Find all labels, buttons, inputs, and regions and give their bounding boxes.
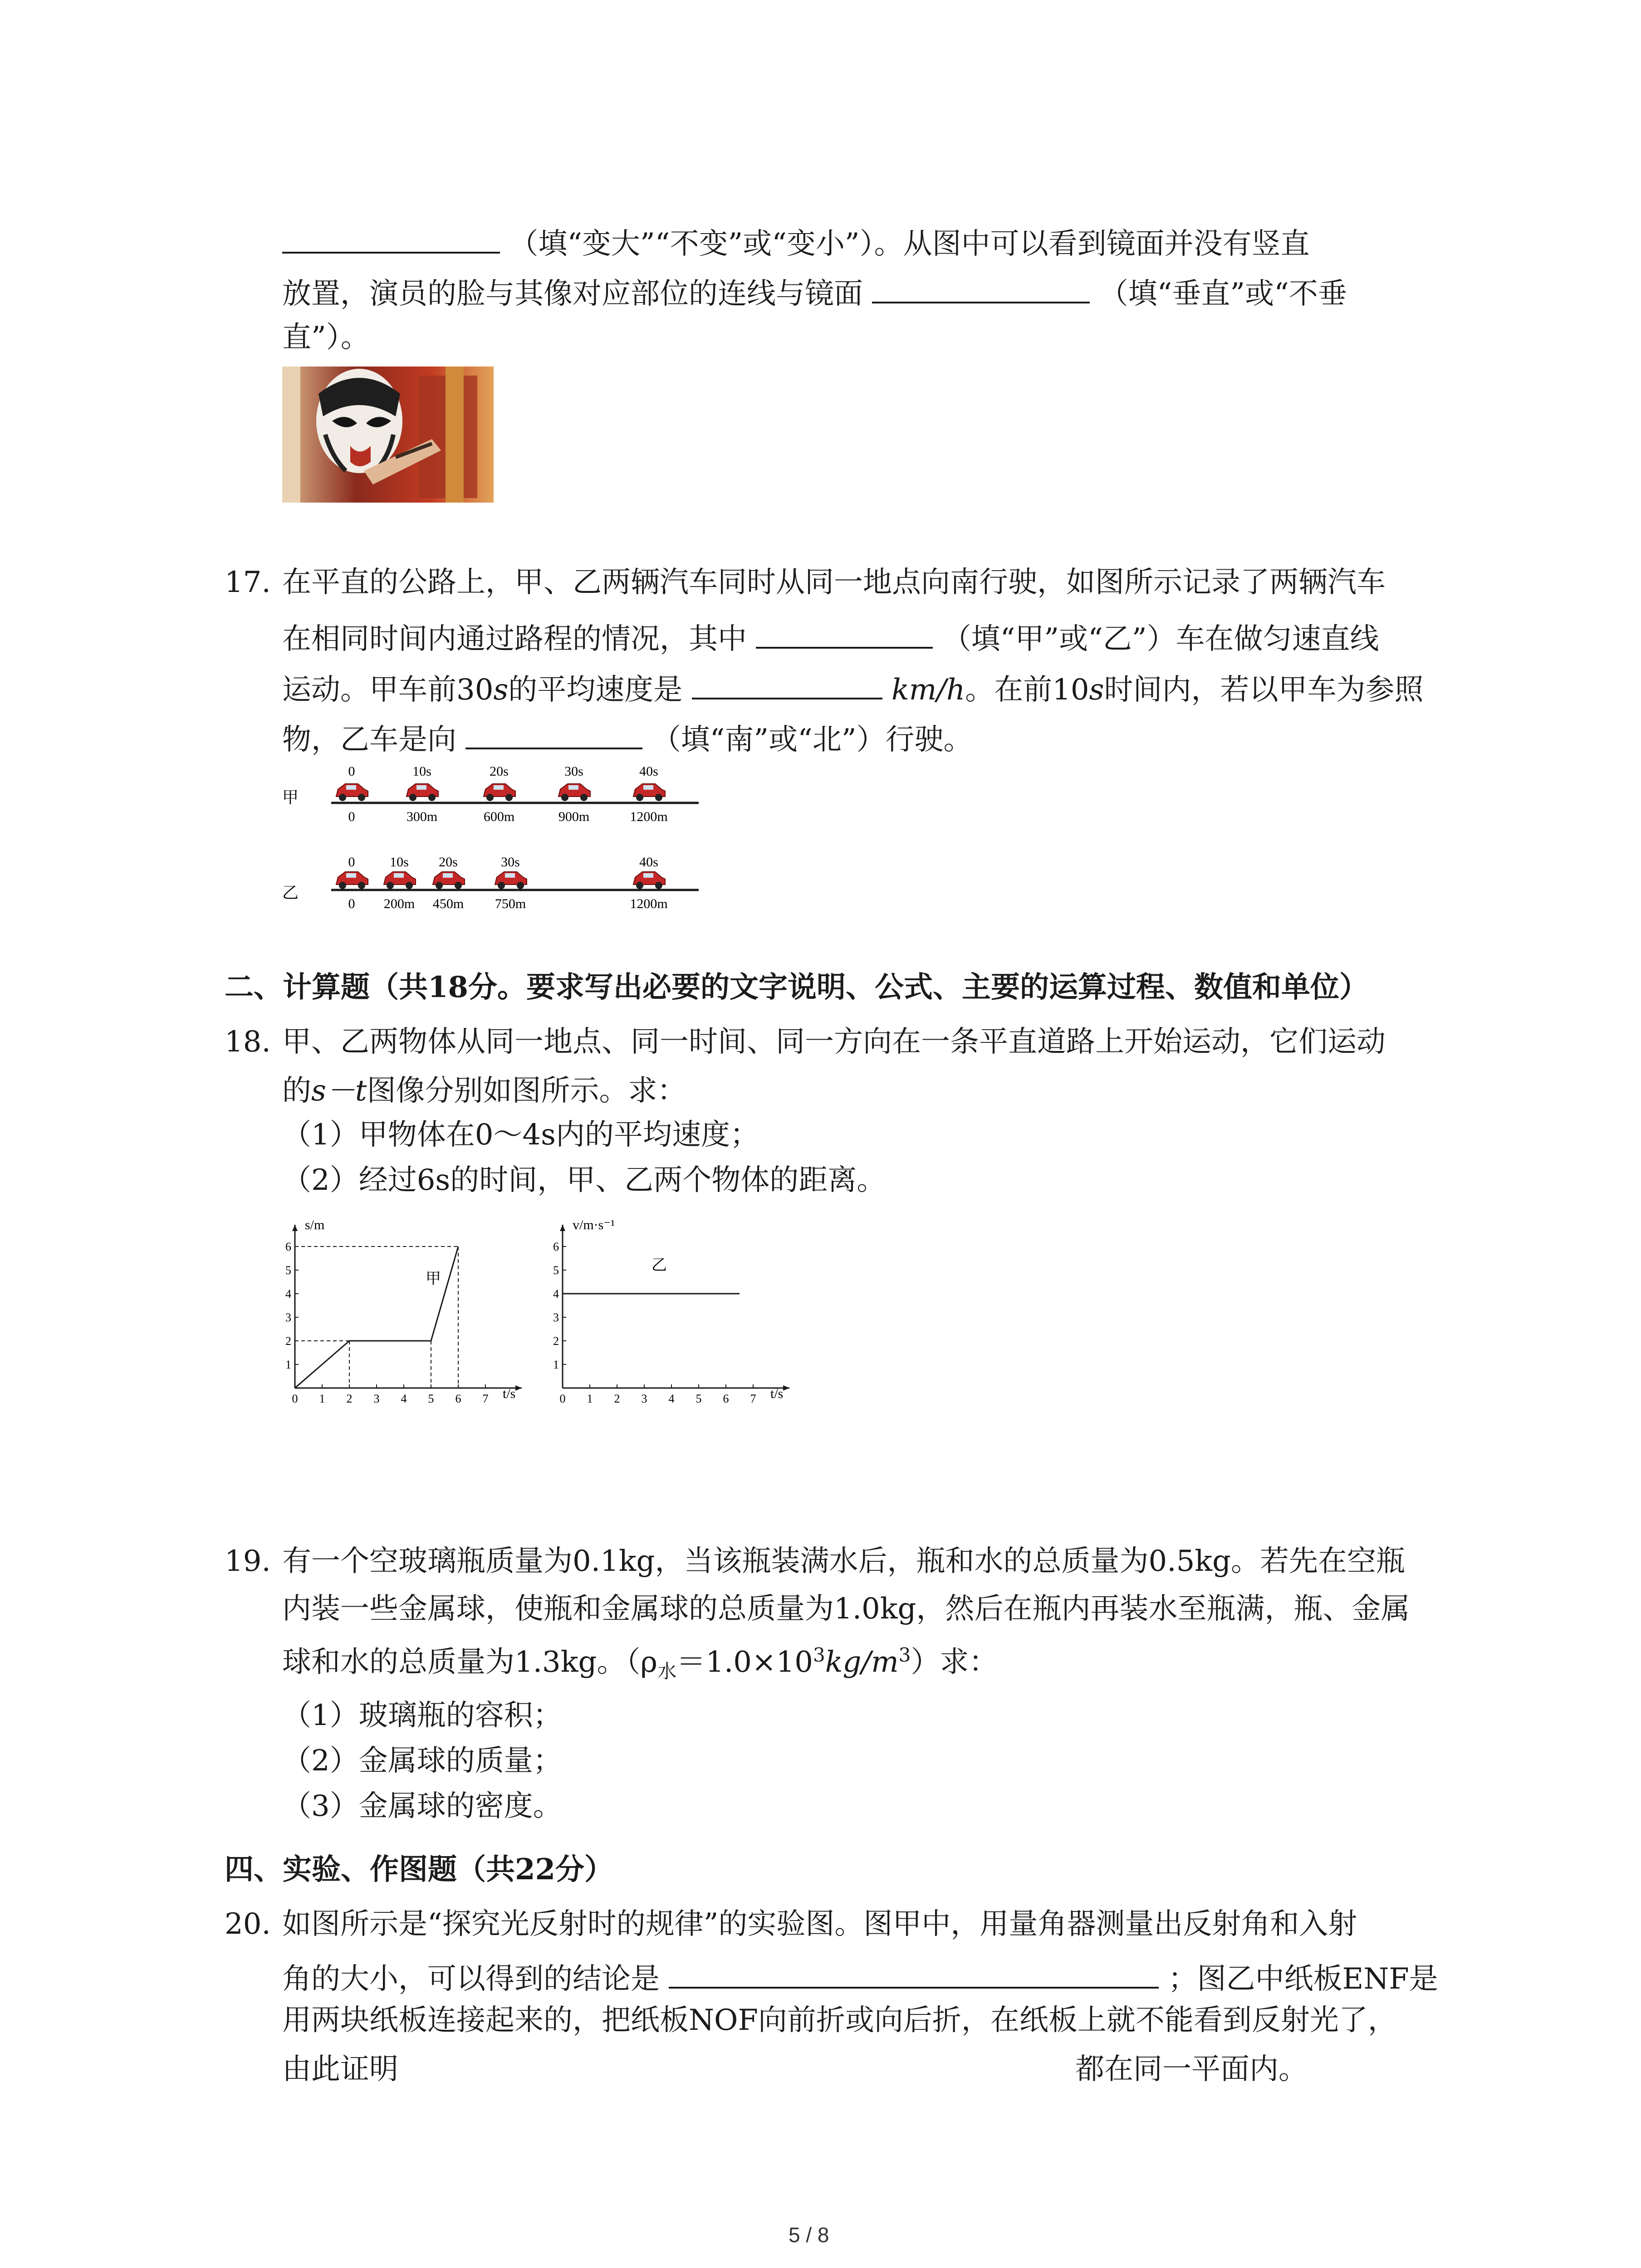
car-a-label: 甲 (282, 788, 299, 807)
q18-line2: 的s－t图像分别如图所示。求： (282, 1074, 686, 1108)
graph-left-ylabel: s/m (305, 1217, 325, 1232)
q16-line1: （填“变大”“不变”或“变小”）。从图中可以看到镜面并没有竖直 (282, 225, 1310, 259)
x-tick-label: 2 (346, 1392, 353, 1405)
q20-line2: 角的大小，可以得到的结论是 ；图乙中纸板ENF是 (282, 1960, 1438, 1994)
graph-right-xlabel: t/s (770, 1386, 784, 1401)
q19-sub2: （2）金属球的质量； (282, 1744, 562, 1778)
x-tick-label: 1 (319, 1392, 325, 1405)
car-b-time-label: 30s (501, 855, 520, 870)
car-a-icon (484, 784, 515, 801)
q17-number: 17. (225, 566, 271, 599)
graph-right-series-label: 乙 (652, 1257, 667, 1274)
y-tick-label: 4 (285, 1287, 291, 1300)
q17-line2: 在相同时间内通过路程的情况，其中 （填“甲”或“乙”）车在做匀速直线 (282, 620, 1379, 654)
q18-sub2: （2）经过6s的时间，甲、乙两个物体的距离。 (282, 1163, 886, 1197)
car-b-time-label: 20s (439, 855, 458, 870)
q17-blank-2[interactable] (692, 670, 882, 699)
car-b-dist-label: 200m (383, 896, 415, 911)
q16-line3: 直”）。 (282, 321, 370, 354)
y-tick-label: 5 (553, 1264, 559, 1277)
x-tick-label: 1 (587, 1392, 593, 1405)
q18-line1: 甲、乙两物体从同一地点、同一时间、同一方向在一条平直道路上开始运动，它们运动 (282, 1025, 1386, 1059)
car-b-time-label: 40s (639, 855, 658, 870)
car-a-time-label: 20s (490, 764, 509, 779)
y-tick-label: 6 (285, 1240, 291, 1253)
y-tick-label: 1 (553, 1358, 559, 1371)
q18-number: 18. (225, 1025, 271, 1059)
car-a-time-label: 0 (348, 764, 355, 779)
q17-blank-3[interactable] (465, 720, 642, 749)
car-b-label: 乙 (282, 884, 299, 902)
q20-line3: 用两块纸板连接起来的，把纸板NOF向前折或向后折，在纸板上就不能看到反射光了， (282, 2004, 1397, 2037)
y-tick-label: 5 (285, 1264, 291, 1277)
q19-line1: 有一个空玻璃瓶质量为0.1kg，当该瓶装满水后，瓶和水的总质量为0.5kg。若先在空瓶 (282, 1545, 1406, 1578)
q20-line4-suffix: 都在同一平面内。 (1075, 2053, 1308, 2086)
car-b-icon (633, 872, 665, 889)
car-a-dist-label: 0 (348, 809, 355, 824)
q18-sub1: （1）甲物体在0～4s内的平均速度； (282, 1118, 759, 1152)
y-tick-label: 2 (553, 1334, 559, 1348)
car-b-dist-label: 450m (432, 896, 464, 911)
car-a-dist-label: 1200m (630, 809, 668, 824)
graph-left-st (281, 1211, 535, 1411)
car-b-time-label: 10s (390, 855, 409, 870)
car-a-time-label: 10s (412, 764, 431, 779)
car-b-dist-label: 0 (348, 896, 355, 911)
q17-line4: 物，乙车是向 （填“南”或“北”）行驶。 (282, 720, 973, 754)
car-a-dist-label: 900m (558, 809, 590, 824)
x-tick-label: 4 (401, 1392, 407, 1405)
x-tick-label: 6 (455, 1392, 461, 1405)
series-jia-line (295, 1246, 458, 1388)
section2-heading: 二、计算题（共18分。要求写出必要的文字说明、公式、主要的运算过程、数值和单位） (225, 970, 1369, 1004)
graph-left-series-label: 甲 (426, 1271, 441, 1287)
q19-line2: 内装一些金属球，使瓶和金属球的总质量为1.0kg，然后在瓶内再装水至瓶满，瓶、金属 (282, 1592, 1410, 1626)
actor-mirror-photo (282, 367, 494, 503)
q16-blank-1[interactable] (282, 225, 500, 254)
car-b-icon (495, 872, 527, 889)
x-tick-label: 3 (373, 1392, 380, 1405)
x-tick-label: 2 (614, 1392, 620, 1405)
x-tick-label: 3 (641, 1392, 647, 1405)
graph-left-xlabel: t/s (503, 1386, 516, 1401)
q20-number: 20. (225, 1907, 271, 1941)
q16-blank-2[interactable] (872, 274, 1090, 303)
car-a-icon (336, 784, 368, 801)
car-b-dist-label: 750m (495, 896, 526, 911)
q20-blank-1[interactable] (669, 1960, 1159, 1989)
graph-right-vt (549, 1211, 803, 1411)
car-a-time-label: 30s (564, 764, 583, 779)
q17-line1: 在平直的公路上，甲、乙两辆汽车同时从同一地点向南行驶，如图所示记录了两辆汽车 (282, 566, 1386, 599)
x-tick-label: 7 (750, 1392, 756, 1405)
y-tick-label: 4 (553, 1287, 559, 1300)
q20-line1: 如图所示是“探究光反射时的规律”的实验图。图甲中，用量角器测量出反射角和入射 (282, 1907, 1357, 1941)
q19-sub3: （3）金属球的密度。 (282, 1789, 562, 1823)
car-b-dist-label: 1200m (630, 896, 668, 911)
q17-blank-1[interactable] (756, 620, 933, 649)
x-tick-label: 5 (428, 1392, 434, 1405)
car-b-time-label: 0 (348, 855, 355, 870)
q20-line4-prefix: 由此证明 (282, 2053, 398, 2086)
q20-blank-2[interactable] (408, 2055, 1071, 2084)
car-b-icon (336, 872, 368, 889)
q17-line3: 运动。甲车前30s的平均速度是 km/h。在前10s时间内，若以甲车为参照 (282, 670, 1424, 704)
q19-number: 19. (225, 1545, 271, 1578)
page-number: 5 / 8 (789, 2223, 829, 2247)
section4-heading: 四、实验、作图题（共22分） (225, 1853, 614, 1887)
q19-sub1: （1）玻璃瓶的容积； (282, 1699, 562, 1732)
car-a-icon (558, 784, 590, 801)
y-tick-label: 2 (285, 1334, 291, 1348)
x-tick-label: 7 (482, 1392, 489, 1405)
q16-line2: 放置，演员的脸与其像对应部位的连线与镜面 （填“垂直”或“不垂 (282, 274, 1347, 308)
car-a-dist-label: 600m (483, 809, 515, 824)
car-a-icon (407, 784, 438, 801)
y-tick-label: 6 (553, 1240, 559, 1253)
car-b-icon (384, 872, 416, 889)
x-tick-label: 6 (723, 1392, 729, 1405)
car-a-dist-label: 300m (406, 809, 438, 824)
car-a-icon (633, 784, 665, 801)
graph-right-ylabel: v/m·s⁻¹ (573, 1217, 615, 1232)
x-tick-label: 0 (292, 1392, 298, 1405)
x-tick-label: 4 (668, 1392, 675, 1405)
x-tick-label: 0 (559, 1392, 566, 1405)
y-tick-label: 3 (553, 1311, 559, 1324)
car-b-icon (433, 872, 465, 889)
x-tick-label: 5 (696, 1392, 702, 1405)
car-a-time-label: 40s (639, 764, 658, 779)
car-motion-diagram (272, 753, 717, 925)
y-tick-label: 3 (285, 1311, 291, 1324)
q19-line3: 球和水的总质量为1.3kg。$(\rho_水=1.0\times 10^3kg/m^3)$求： (282, 1644, 998, 1683)
y-tick-label: 1 (285, 1358, 291, 1371)
